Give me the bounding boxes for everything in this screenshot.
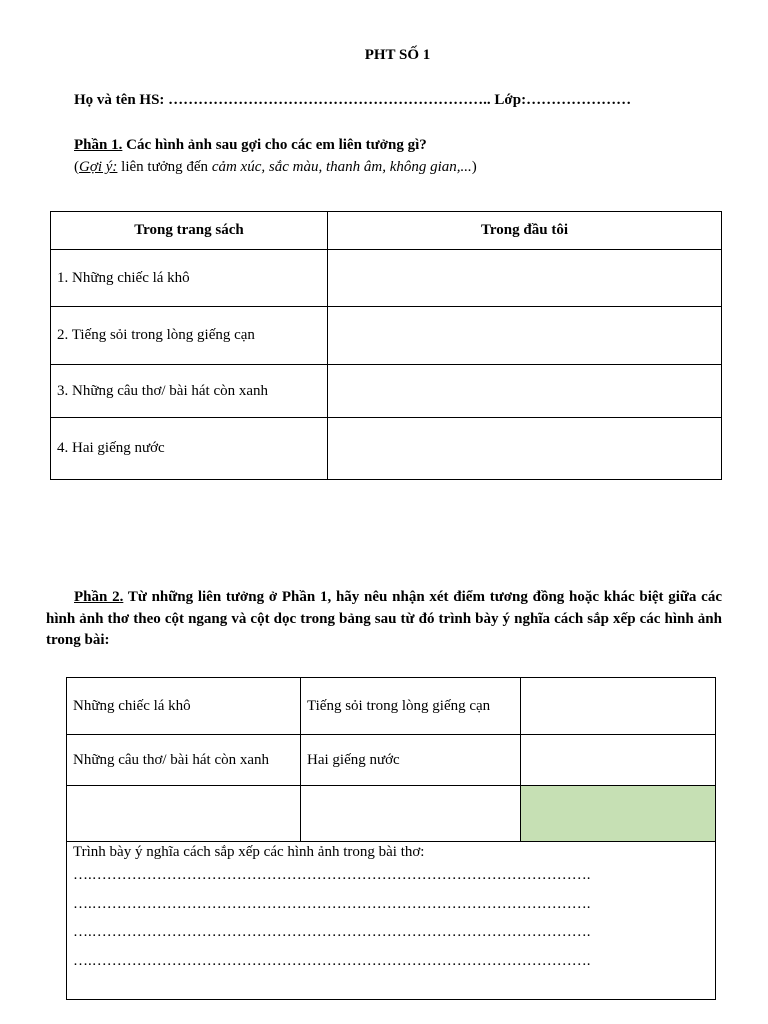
hint-close: ) <box>471 159 477 175</box>
row-label: 4. Hai giếng nước <box>51 418 328 480</box>
col-header-book: Trong trang sách <box>51 212 328 250</box>
answer-cell[interactable] <box>328 418 722 480</box>
part2-heading: Phần 2. <box>74 589 124 605</box>
class-dots: ………………… <box>526 92 632 108</box>
part2-text: Từ những liên tưởng ở Phần 1, hãy nêu nhận xét điểm tương đồng hoặc khác biệt giữa các hình ảnh thơ theo cột ngang và cột dọc trong bảng sau từ đó trình bày ý nghĩa cách sắp xếp các hình ảnh trong bài: <box>46 589 722 648</box>
cell-green-songs: Những câu thơ/ bài hát còn xanh <box>67 735 301 786</box>
table-row <box>51 365 722 418</box>
part1-question: Các hình ảnh sau gợi cho các em liên tưởng gì? <box>126 137 427 153</box>
answer-cell[interactable] <box>67 786 301 842</box>
part1-heading: Phần 1. <box>74 137 123 153</box>
table-row <box>51 307 722 365</box>
answer-cell[interactable] <box>521 735 716 786</box>
cell-pebble-sound: Tiếng sỏi trong lòng giếng cạn <box>301 678 521 735</box>
answer-cell[interactable] <box>328 250 722 307</box>
answer-cell[interactable] <box>521 678 716 735</box>
part2-table <box>66 677 716 1000</box>
table-row <box>67 678 716 735</box>
cell-dry-leaves: Những chiếc lá khô <box>67 678 301 735</box>
answer-line: ….………………………………………………………………………………………. <box>73 952 591 969</box>
part1-hint <box>74 159 477 176</box>
row-label: 2. Tiếng sỏi trong lòng giếng cạn <box>51 307 328 365</box>
page-title: PHT SỐ 1 <box>364 47 431 63</box>
answer-area-row <box>67 842 716 1000</box>
shaded-cell <box>521 786 716 842</box>
name-label: Họ và tên HS: <box>74 92 165 108</box>
row-label: 3. Những câu thơ/ bài hát còn xanh <box>51 365 328 418</box>
class-label: Lớp: <box>494 92 527 108</box>
col-header-mind: Trong đầu tôi <box>328 212 722 250</box>
row-label: 1. Những chiếc lá khô <box>51 250 328 307</box>
hint-open: ( <box>74 159 79 175</box>
hint-text: liên tưởng đến <box>121 159 209 175</box>
answer-cell[interactable] <box>301 786 521 842</box>
table-row <box>51 250 722 307</box>
hint-label: Gợi ý: <box>79 159 118 175</box>
table-row <box>67 786 716 842</box>
table-header-row <box>51 212 722 250</box>
name-dots: ……………………………………………………….. <box>168 92 491 108</box>
part1-table <box>50 211 722 480</box>
answer-line: ….………………………………………………………………………………………. <box>73 867 591 883</box>
answer-line: ….………………………………………………………………………………………. <box>73 895 591 912</box>
answer-cell[interactable] <box>328 307 722 365</box>
hint-italic: cảm xúc, sắc màu, thanh âm, không gian,... <box>211 159 472 175</box>
part2-instructions <box>46 587 722 652</box>
table-row <box>67 735 716 786</box>
student-info-line <box>74 92 631 109</box>
answer-line: ….………………………………………………………………………………………. <box>73 924 591 940</box>
cell-two-wells: Hai giếng nước <box>301 735 521 786</box>
answer-area-label: Trình bày ý nghĩa cách sắp xếp các hình ảnh trong bài thơ: <box>73 844 425 860</box>
answer-cell[interactable] <box>328 365 722 418</box>
answer-area[interactable] <box>67 842 716 1000</box>
part1-heading-line <box>74 137 427 154</box>
table-row <box>51 418 722 480</box>
